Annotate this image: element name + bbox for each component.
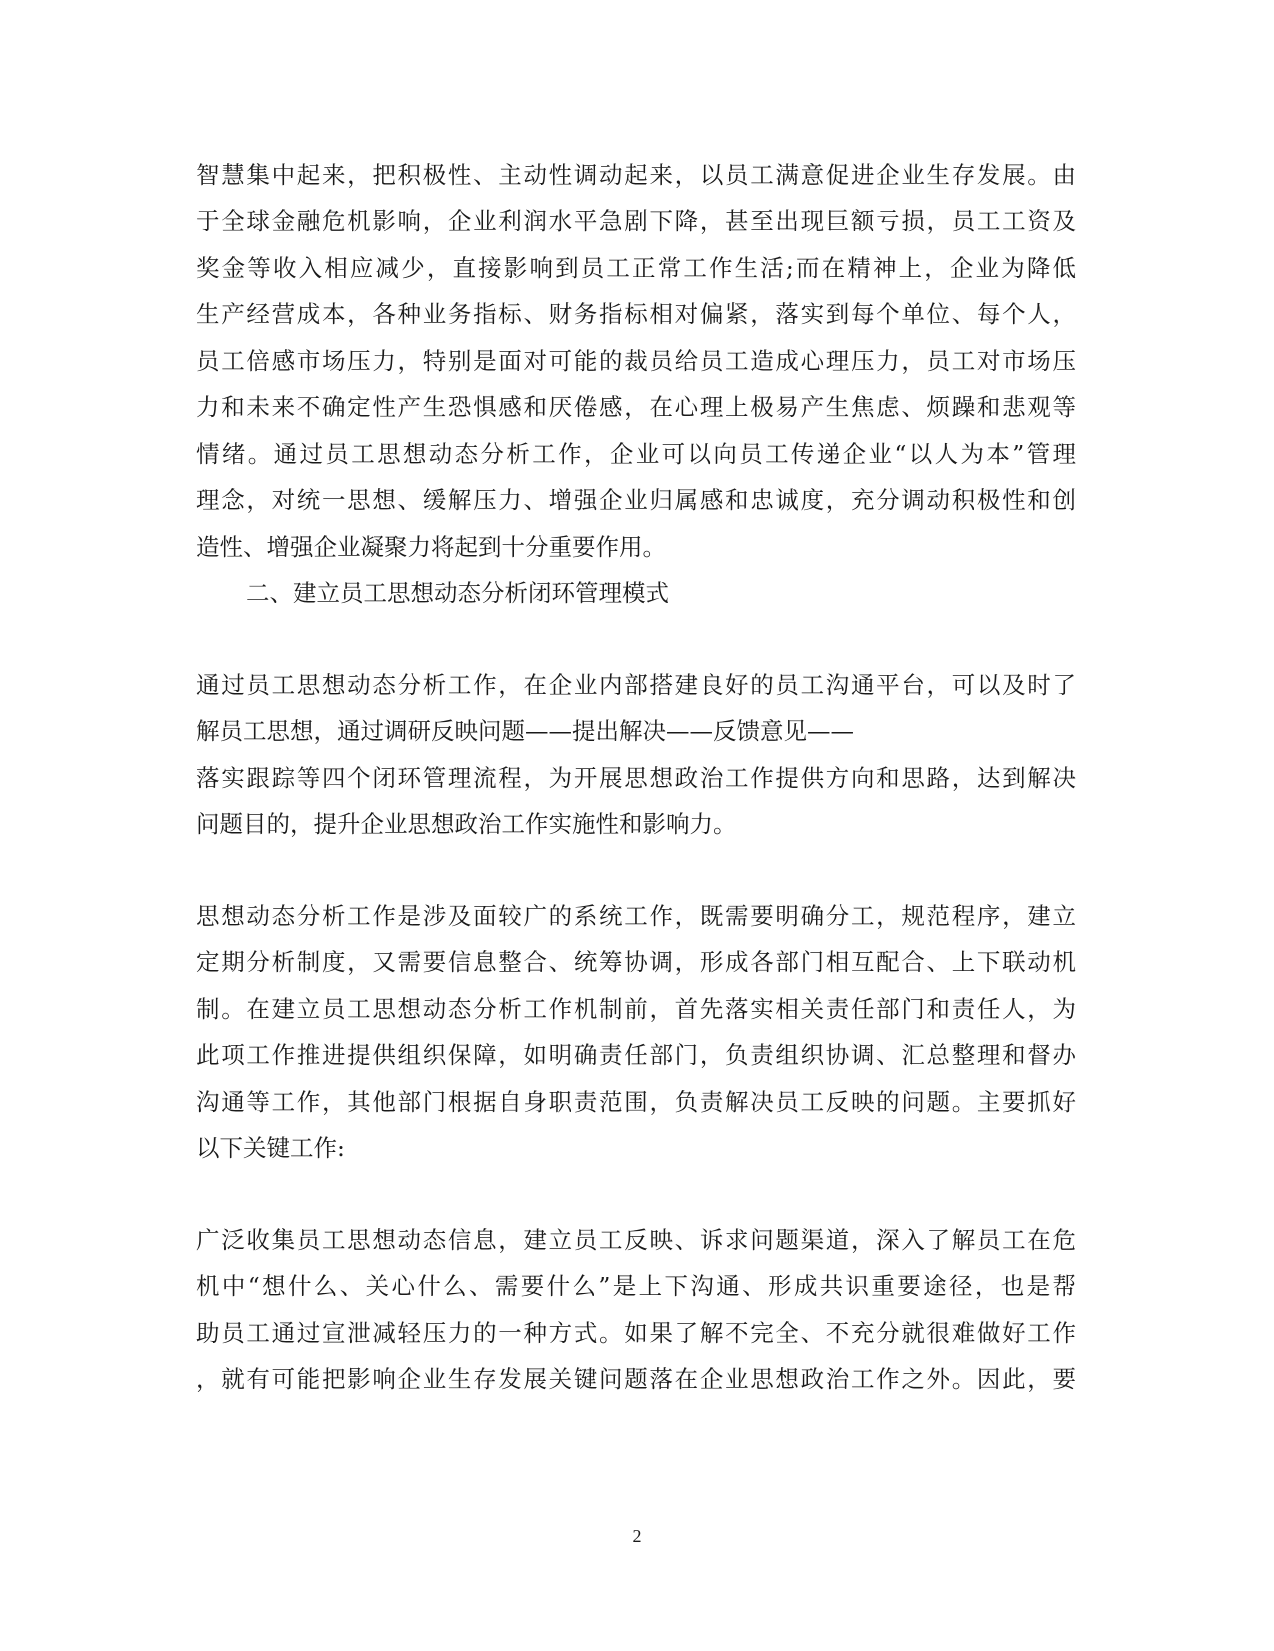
paragraph-1-line-1: 智慧集中起来，把积极性、主动性调动起来，以员工满意促进企业生存发展。由: [196, 161, 1076, 189]
paragraph-4-line-4: ，就有可能把影响企业生存发展关键问题落在企业思想政治工作之外。因此，要: [196, 1365, 1076, 1393]
paragraph-1-line-9: 造性、增强企业凝聚力将起到十分重要作用。: [196, 533, 666, 561]
paragraph-3-line-6: 以下关键工作:: [196, 1134, 345, 1162]
paragraph-1-line-2: 于全球金融危机影响，企业利润水平急剧下降，甚至出现巨额亏损，员工工资及: [196, 207, 1076, 235]
paragraph-1-line-3: 奖金等收入相应减少，直接影响到员工正常工作生活;而在精神上，企业为降低: [196, 254, 1076, 282]
paragraph-1-line-5: 员工倍感市场压力，特别是面对可能的裁员给员工造成心理压力，员工对市场压: [196, 347, 1076, 375]
page-number: 2: [632, 1526, 642, 1546]
paragraph-1-line-4: 生产经营成本，各种业务指标、财务指标相对偏紧，落实到每个单位、每个人，: [196, 300, 1076, 328]
paragraph-1-line-8: 理念，对统一思想、缓解压力、增强企业归属感和忠诚度，充分调动积极性和创: [196, 486, 1076, 514]
paragraph-3-line-5: 沟通等工作，其他部门根据自身职责范围，负责解决员工反映的问题。主要抓好: [196, 1088, 1076, 1116]
paragraph-4-line-3: 助员工通过宣泄减轻压力的一种方式。如果了解不完全、不充分就很难做好工作: [196, 1319, 1076, 1347]
paragraph-2-line-2: 解员工思想，通过调研反映问题——提出解决——反馈意见——: [196, 717, 854, 745]
paragraph-3-line-2: 定期分析制度，又需要信息整合、统筹协调，形成各部门相互配合、上下联动机: [196, 948, 1076, 976]
paragraph-1-line-6: 力和未来不确定性产生恐惧感和厌倦感，在心理上极易产生焦虑、烦躁和悲观等: [196, 393, 1076, 421]
section-heading: 二、建立员工思想动态分析闭环管理模式: [246, 579, 669, 607]
paragraph-3-line-1: 思想动态分析工作是涉及面较广的系统工作，既需要明确分工，规范程序，建立: [196, 902, 1076, 930]
paragraph-2-line-4: 问题目的，提升企业思想政治工作实施性和影响力。: [196, 810, 737, 838]
paragraph-1-line-7: 情绪。通过员工思想动态分析工作，企业可以向员工传递企业“以人为本”管理: [196, 440, 1076, 468]
paragraph-4-line-1: 广泛收集员工思想动态信息，建立员工反映、诉求问题渠道，深入了解员工在危: [196, 1226, 1076, 1254]
paragraph-4-line-2: 机中“想什么、关心什么、需要什么”是上下沟通、形成共识重要途径，也是帮: [196, 1272, 1076, 1300]
paragraph-2-line-1: 通过员工思想动态分析工作，在企业内部搭建良好的员工沟通平台，可以及时了: [196, 671, 1076, 699]
paragraph-2-line-3: 落实跟踪等四个闭环管理流程，为开展思想政治工作提供方向和思路，达到解决: [196, 764, 1076, 792]
paragraph-3-line-4: 此项工作推进提供组织保障，如明确责任部门，负责组织协调、汇总整理和督办: [196, 1041, 1076, 1069]
paragraph-3-line-3: 制。在建立员工思想动态分析工作机制前，首先落实相关责任部门和责任人，为: [196, 995, 1076, 1023]
